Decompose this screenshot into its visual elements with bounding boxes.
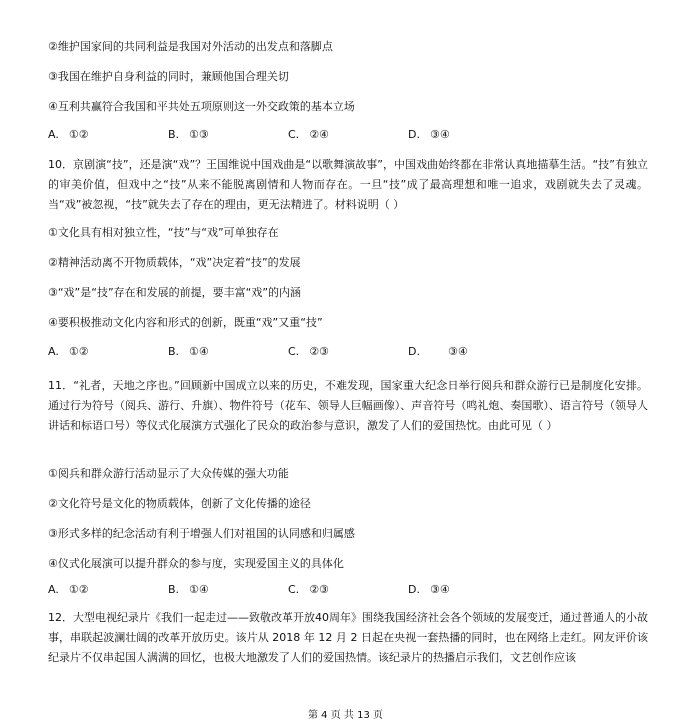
question-12-stem: 12．大型电视纪录片《我们一起走过——致敬改革开放40周年》围绕我国经济社会各个领域的发展变迁，通过普通人的小故事，串联起波澜壮阔的改革开放历史。该片从 2018 年 12 月 2 日起在央视一套热播的同时，也在网络上走红。网友评价该纪录片不仅串起国人满满的回忆，也极大地激发了人们的爱国热情。该纪录片的热播启示我们，文艺创作应该: [48, 611, 648, 664]
q11-statement-4: ④仪式化展演可以提升群众的参与度，实现爱国主义的具体化: [48, 557, 344, 570]
q11-statement-2: ②文化符号是文化的物质载体，创新了文化传播的途径: [48, 497, 311, 510]
statement-prev-3: ③我国在维护自身利益的同时，兼顾他国合理关切: [48, 70, 289, 83]
q11-option-a: A. ①②: [48, 583, 89, 596]
option-c: C. ②④: [288, 128, 329, 141]
statement-prev-2: ②维护国家间的共同利益是我国对外活动的出发点和落脚点: [48, 40, 333, 53]
q11-option-d: D. ③④: [408, 583, 450, 596]
question-11-stem: 11．“礼者，天地之序也。”回顾新中国成立以来的历史，不难发现，国家重大纪念日举行阅兵和群众游行已是制度化安排。通过行为符号（阅兵、游行、升旗）、物件符号（花车、领导人巨幅画像）、声音符号（鸣礼炮、奏国歌）、语言符号（领导人讲话和标语口号）等仪式化展演方式强化了民众的政治参与意识，激发了人们的爱国热忱。由此可见（ ）: [48, 379, 648, 432]
q11-statement-1: ①阅兵和群众游行活动显示了大众传媒的强大功能: [48, 467, 289, 480]
q10-statement-3: ③“戏”是“技”存在和发展的前提，要丰富“戏”的内涵: [48, 286, 302, 299]
q10-option-b: B. ①④: [168, 345, 209, 358]
q11-options: [48, 583, 568, 597]
statement-prev-4: ④互利共赢符合我国和平共处五项原则这一外交政策的基本立场: [48, 100, 355, 113]
option-d: D. ③④: [408, 128, 450, 141]
q10-option-d: D. ③④: [408, 345, 468, 358]
q10-option-c: C. ②③: [288, 345, 329, 358]
q11-option-b: B. ①④: [168, 583, 209, 596]
q10-options: [48, 345, 568, 359]
q10-statement-4: ④要积极推动文化内容和形式的创新，既重“戏”又重“技”: [48, 316, 323, 329]
page-footer: 第 4 页 共 13 页: [308, 710, 383, 721]
q10-statement-2: ②精神活动离不开物质载体，“戏”决定着“技”的发展: [48, 256, 301, 269]
question-10-stem: 10．京剧演“技”，还是演“戏”？王国维说中国戏曲是“以歌舞演故事”，中国戏曲始终都在非常认真地描摹生活。“技”有独立的审美价值，但戏中之“技”从来不能脱离剧情和人物而存在。一旦“技”成了最高理想和唯一追求，戏剧就失去了灵魂。当“戏”被忽视，“技”就失去了存在的理由，更无法精进了。材料说明（ ）: [48, 158, 648, 211]
q10-option-a: A. ①②: [48, 345, 89, 358]
option-b: B. ①③: [168, 128, 209, 141]
option-a: A. ①②: [48, 128, 89, 141]
q11-option-c: C. ②③: [288, 583, 329, 596]
options-prev: [48, 128, 568, 142]
q10-statement-1: ①文化具有相对独立性，“技”与“戏”可单独存在: [48, 226, 279, 239]
q11-statement-3: ③形式多样的纪念活动有利于增强人们对祖国的认同感和归属感: [48, 527, 355, 540]
